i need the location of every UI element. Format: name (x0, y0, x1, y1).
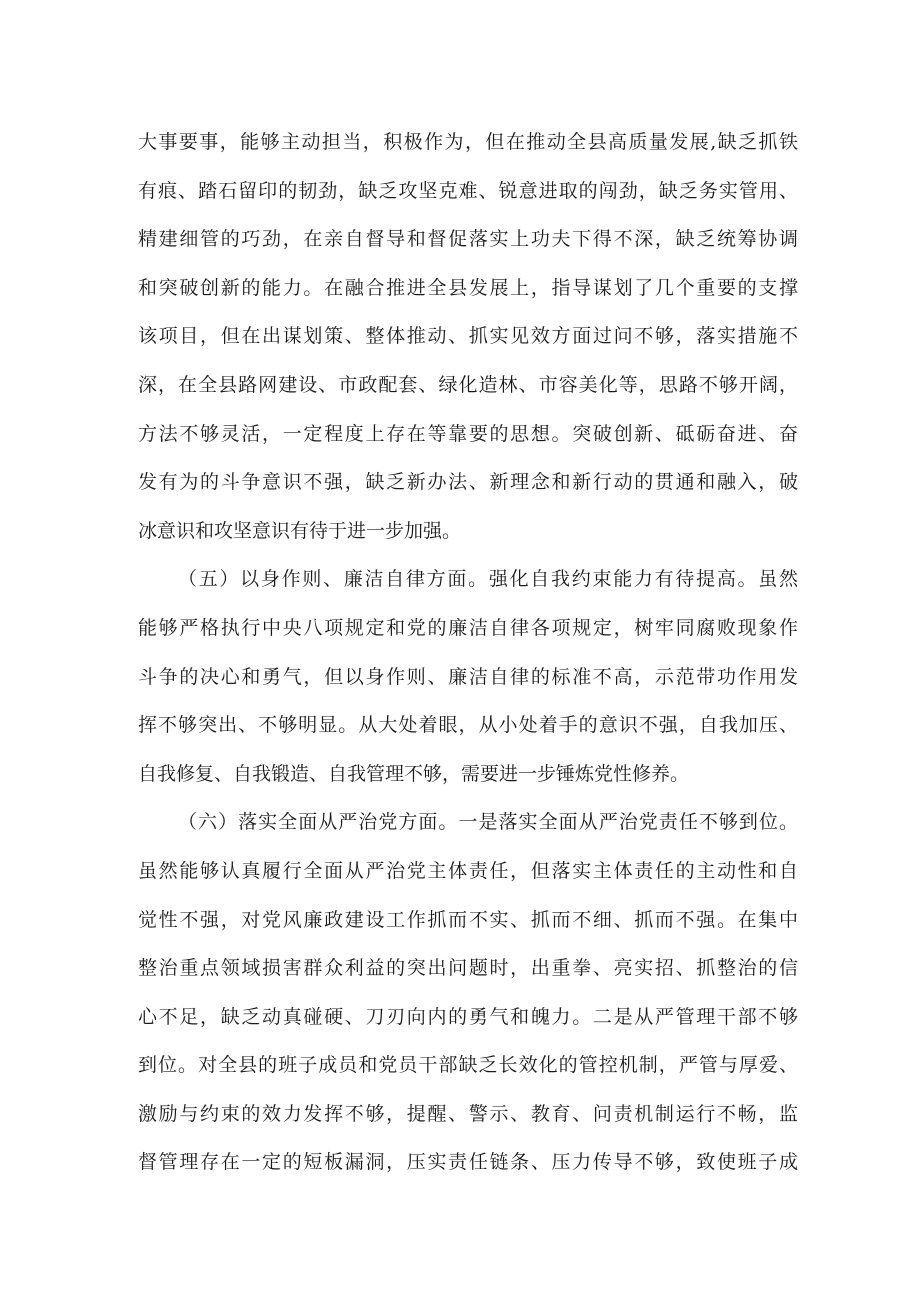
text-line: 到位。对全县的班子成员和党员干部缺乏长效化的管控机制，严管与厚爱、 (138, 1054, 798, 1077)
text-line: 冰意识和攻坚意识有待于进一步加强。 (138, 519, 462, 542)
text-line: 该项目，但在出谋划策、整体推动、抓实见效方面过问不够，落实措施不 (138, 325, 798, 348)
document-body (138, 118, 798, 1187)
text-line: 自我修复、自我锻造、自我管理不够，需要进一步锤炼党性修养。 (138, 762, 690, 785)
text-line: 精建细管的巧劲，在亲自督导和督促落实上功夫下得不深，缺乏统筹协调 (138, 228, 798, 251)
paragraph-1 (138, 118, 798, 555)
text-line: 虽然能够认真履行全面从严治党主体责任，但落实主体责任的主动性和自 (138, 859, 798, 882)
text-line: 方法不够灵活，一定程度上存在等靠要的思想。突破创新、砥砺奋进、奋 (138, 422, 798, 445)
text-line: 大事要事，能够主动担当，积极作为，但在推动全县高质量发展,缺乏抓铁 (138, 131, 798, 153)
text-line: 深，在全县路网建设、市政配套、绿化造林、市容美化等，思路不够开阔， (138, 373, 798, 396)
text-line: 有痕、踏石留印的韧劲，缺乏攻坚克难、锐意进取的闯劲，缺乏务实管用、 (138, 179, 798, 202)
text-line: 整治重点领域损害群众利益的突出问题时，出重拳、亮实招、抓整治的信 (138, 957, 798, 980)
paragraph-2 (138, 555, 798, 798)
text-line: 斗争的决心和勇气，但以身作则、廉洁自律的标准不高，示范带功作用发 (138, 665, 798, 688)
text-line: 督管理存在一定的短板漏洞，压实责任链条、压力传导不够，致使班子成 (138, 1151, 798, 1174)
text-line: （五）以身作则、廉洁自律方面。强化自我约束能力有待提高。虽然 (178, 568, 798, 591)
text-line: 心不足，缺乏动真碰硬、刀刃向内的勇气和魄力。二是从严管理干部不够 (138, 1005, 798, 1028)
paragraph-3 (138, 798, 798, 1187)
text-line: 能够严格执行中央八项规定和党的廉洁自律各项规定，树牢同腐败现象作 (138, 616, 798, 639)
text-line: 觉性不强，对党风廉政建设工作抓而不实、抓而不细、抓而不强。在集中 (138, 908, 798, 931)
text-line: （六）落实全面从严治党方面。一是落实全面从严治党责任不够到位。 (178, 811, 798, 834)
text-line: 发有为的斗争意识不强，缺乏新办法、新理念和新行动的贯通和融入，破 (138, 471, 798, 494)
text-line: 挥不够突出、不够明显。从大处着眼，从小处着手的意识不强，自我加压、 (138, 714, 798, 737)
text-line: 和突破创新的能力。在融合推进全县发展上，指导谋划了几个重要的支撑 (138, 276, 798, 299)
text-line: 激励与约束的效力发挥不够，提醒、警示、教育、问责机制运行不畅，监 (138, 1102, 798, 1125)
